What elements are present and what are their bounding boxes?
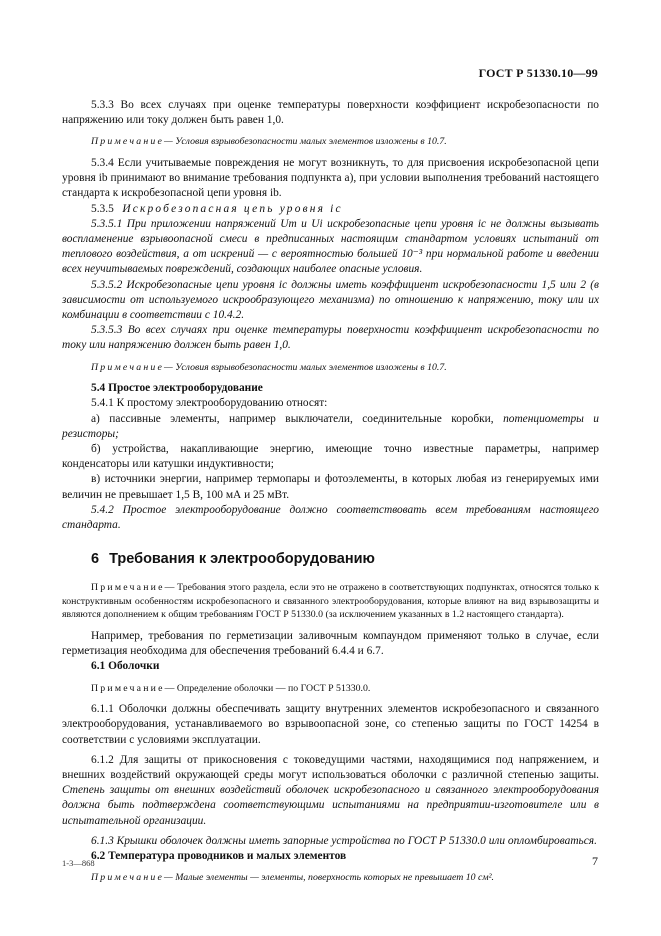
- paragraph-5-3-5-3: 5.3.5.3 Во всех случаях при оценке температуры поверхности коэффициент искробезопасности по току или напряжению должен быть равен 1,0.: [62, 324, 599, 352]
- section-number: 5.3.5: [91, 202, 114, 215]
- paragraph-5-3-4: 5.3.4 Если учитываемые повреждения не могут возникнуть, то для присвоения искробезопасной цепи уровня ib принимают во внимание требования подпункта а), при условии выполнения требований настоящего стандарта к искробезопасной цепи уровня ib.: [62, 157, 599, 200]
- print-code: 1-3—868: [62, 858, 95, 868]
- section-title: Требования к электрооборудованию: [109, 551, 375, 568]
- paragraph-5-3-3: 5.3.3 Во всех случаях при оценке температуры поверхности коэффициент искробезопасности по напряжению или току должен быть равен 1,0.: [62, 99, 599, 127]
- subsection-6-2-title: 6.2 Температура проводников и малых элементов: [91, 850, 347, 863]
- list-item-italic-text: потенциометры и резисторы;: [62, 412, 599, 440]
- note-label: Примечание: [91, 136, 165, 148]
- section-number: 6: [91, 551, 100, 568]
- note-1: [62, 135, 599, 149]
- paragraph-5-4-1: 5.4.1 К простому электрооборудованию относят:: [91, 397, 328, 410]
- paragraph-5-4-2: 5.4.2 Простое электрооборудование должно соответствовать всем требованиям настоящего стандарта.: [62, 503, 599, 532]
- paragraph-5-4-1-c: в) источники энергии, например термопары и фотоэлементы, в которых любая из генерируемых ими величин не превышает 1,5 В, 100 мА и 25 мВт.: [62, 473, 599, 501]
- paragraph-text: 6.1.2 Для защиты от прикосновения с токоведущими частями, находящимися под напряжением, и внешних воздействий окружающей среды могут использоваться оболочки с различной степенью защиты.: [62, 753, 599, 782]
- note-label: Примечание: [91, 872, 165, 884]
- standard-header: ГОСТ Р 51330.10—99: [478, 66, 598, 80]
- paragraph-6-1-1: 6.1.1 Оболочки должны обеспечивать защиту внутренних элементов искробезопасного и связанного электрооборудования, устанавливаемого во взрывоопасной зоне, со степенью защиты по ГОСТ 14254 в соответствии с условиями эксплуатации.: [62, 703, 599, 746]
- paragraph-6-1-2: [62, 753, 599, 829]
- note-label: Примечание: [91, 582, 165, 594]
- paragraph-example: Например, требования по герметизации заливочным компаундом применяют только в случае, если герметизация необходима для обеспечения требований 6.4.4 и 6.7.: [62, 630, 599, 658]
- section-6-heading: [91, 551, 599, 567]
- list-item-text: а) пассивные элементы, например выключатели, соединительные коробки,: [91, 412, 504, 425]
- note-text: — Условия взрывобезопасности малых элементов изложены в 10.7.: [164, 361, 447, 373]
- subsection-6-1-title: 6.1 Оболочки: [91, 660, 160, 673]
- note-2: [62, 361, 599, 375]
- note-text: — Малые элементы — элементы, поверхность которых не превышает 10 см².: [164, 872, 494, 884]
- note-label: Примечание: [91, 361, 165, 373]
- note-3: [62, 581, 599, 622]
- subsection-5-4-title: 5.4 Простое электрооборудование: [91, 382, 263, 395]
- section-title: Искробезопасная цепь уровня ic: [122, 202, 343, 215]
- paragraph-5-4-1-b: б) устройства, накапливающие энергию, имеющие точно известные параметры, например конденсаторы или катушки индуктивности;: [62, 443, 599, 471]
- note-4: [62, 682, 599, 696]
- note-text: — Условия взрывобезопасности малых элементов изложены в 10.7.: [164, 136, 447, 148]
- page-number: 7: [592, 854, 598, 868]
- note-5: [62, 871, 599, 885]
- paragraph-5-3-5-1: 5.3.5.1 При приложении напряжений Um и Ui искробезопасные цепи уровня ic не должны вызывать воспламенение взрывоопасной смеси в предписанных настоящим стандартом условиях испытаний от теплового воздействия, а от искрений — с вероятностью большей 10⁻³ при нормальной работе и введении всех неучитываемых повреждений, создающих наиболее опасные условия.: [62, 217, 599, 276]
- paragraph-5-4-1-a: [62, 412, 599, 442]
- document-body: [62, 98, 599, 885]
- paragraph-6-1-3: 6.1.3 Крышки оболочек должны иметь запорные устройства по ГОСТ Р 51330.0 или опломбироваться.: [91, 834, 597, 847]
- note-text: — Требования этого раздела, если это не отражено в соответствующих подпунктах, относятся только к конструктивным особенностям искробезопасного и связанного электрооборудования, которые влияют на вид взрывозащиты и являются дополнением к общим требованиям ГОСТ Р 51330.0 (за исключением указанных в 1.2 настоящего стандарта).: [62, 582, 599, 621]
- note-text: — Определение оболочки — по ГОСТ Р 51330.0.: [164, 682, 371, 694]
- paragraph-5-3-5-title: [62, 202, 599, 217]
- note-label: Примечание: [91, 682, 165, 694]
- paragraph-italic-text: Степень защиты от внешних воздействий оболочек искробезопасного и связанного электрооборудования должна быть подтверждена соответствующими испытаниями на предприятии-изготовителе или в испытательной организации.: [62, 784, 599, 827]
- paragraph-5-3-5-2: 5.3.5.2 Искробезопасные цепи уровня ic должны иметь коэффициент искробезопасности 1,5 или 2 (в зависимости от используемого искрообразующего механизма) по отношению к напряжению, току или их комбинации в соответствии с 10.4.2.: [62, 278, 599, 322]
